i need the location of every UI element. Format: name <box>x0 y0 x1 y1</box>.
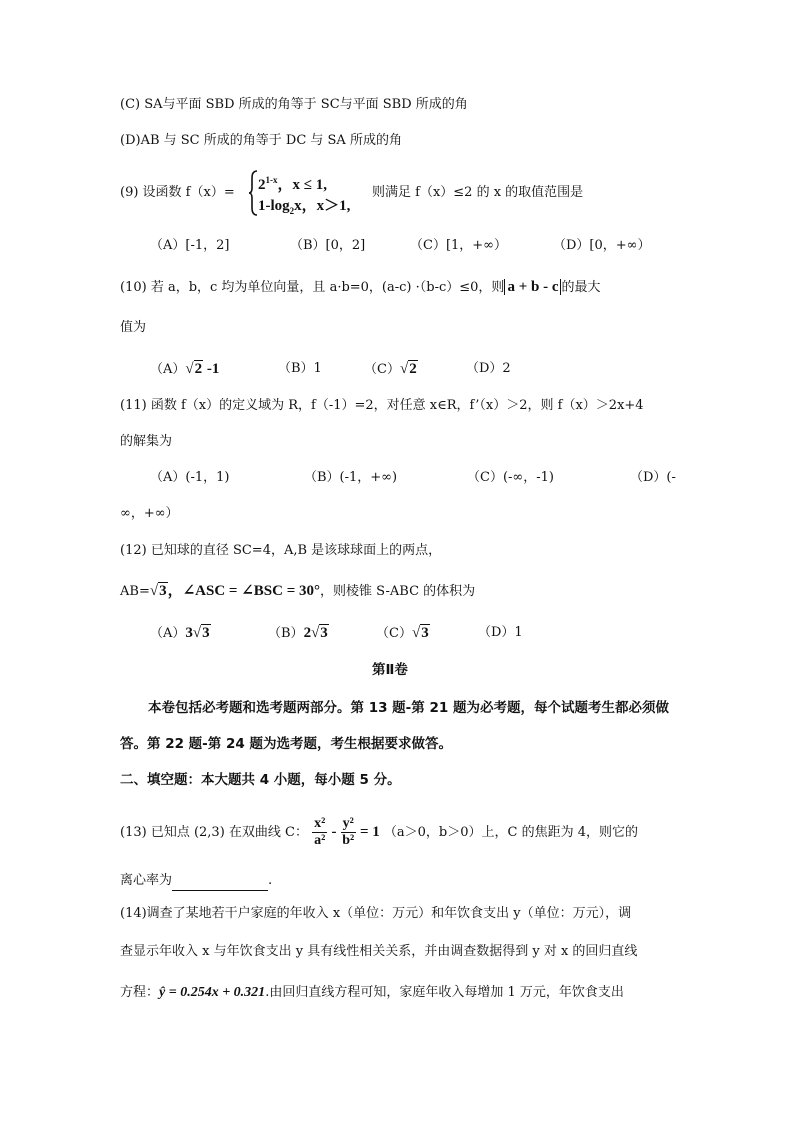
q9-prefix: (9) 设函数 f（x）= <box>120 185 235 200</box>
section-title: 第Ⅱ卷 <box>372 662 408 678</box>
q10-option-b: （B）1 <box>278 361 322 376</box>
q9-case2: $1-\log_2x$，x＞1, <box>258 198 351 216</box>
q12-option-a: （A）3√3 <box>150 625 210 641</box>
q12-line1: (12) 已知球的直径 SC=4，A,B 是该球球面上的两点， <box>120 543 442 558</box>
q10-line2: 值为 <box>120 320 147 335</box>
q10-option-a: （A）√2 -1 <box>150 361 220 377</box>
q9-option-c: （C）[1，+∞） <box>410 238 508 253</box>
q13-frac-y: $\frac{\text{y²}}{\text{b²}}$ <box>342 816 355 848</box>
q11-option-d: （D）(- <box>630 470 676 485</box>
regression-equation: ŷ = 0.254x + 0.321 <box>159 985 266 1000</box>
option-d-line: (D)AB 与 SC 所成的角等于 DC 与 SA 所成的角 <box>120 133 402 148</box>
q10-option-c: （C）√2 <box>364 361 417 377</box>
q9-option-d: （D）[0，+∞） <box>553 238 651 253</box>
option-c-line: (C) SA与平面 SBD 所成的角等于 SC与平面 SBD 所成的角 <box>120 97 468 112</box>
q10-abs-expr: a + b - c <box>504 279 561 295</box>
q13-line2: 离心率为 . <box>120 871 272 891</box>
q9-case1: 2$^{1-x}$，x ≤ 1, <box>258 175 327 193</box>
q11-line1: (11) 函数 f（x）的定义域为 R，f（-1）=2，对任意 x∈R，f’（x）＞2，则 f（x）＞2x+4 <box>120 398 644 413</box>
answer-blank <box>172 876 268 891</box>
fill-in-title: 二、填空题：本大题共 4 小题，每小题 5 分。 <box>120 772 401 788</box>
q11-line2: 的解集为 <box>120 434 173 449</box>
q11-option-a: （A）(-1，1) <box>150 470 230 485</box>
q11-option-c: （C）(-∞，-1) <box>467 470 554 485</box>
q13-frac-x: $\frac{\text{x²}}{\text{a²}}$ <box>314 816 326 848</box>
q11-option-d-wrap: ∞，+∞） <box>120 506 179 521</box>
q9-option-a: （A）[-1，2] <box>150 238 230 253</box>
q10-text: (10) 若 a，b，c 均为单位向量，且 a·b=0，(a-c) ·（b-c）≤0，则 a + b - c 的最大 <box>120 279 601 295</box>
section-intro-line2: 答。第 22 题-第 24 题为选考题，考生根据要求做答。 <box>120 736 452 752</box>
q12-option-d: （D）1 <box>478 625 523 640</box>
q13-line1: (13) 已知点 (2,3) 在双曲线 C： $\frac{\text{x²}}{\text{a²}}$ - $\frac{\text{y²}}{\text{b²}}$ = 1 （a＞0，b＞0）上，C 的焦距为 4，则它的 <box>120 816 639 848</box>
q11-option-b: （B）(-1，+∞) <box>304 470 398 485</box>
section-intro-line1: 本卷包括必考题和选考题两部分。第 13 题-第 21 题为必考题，每个试题考生都必须做 <box>148 700 669 716</box>
q12-option-c: （C）√3 <box>376 625 429 641</box>
q14-line2: 查显示年收入 x 与年饮食支出 y 具有线性相关关系，并由调查数据得到 y 对 x 的回归直线 <box>120 944 638 959</box>
q12-option-b: （B）2√3 <box>268 625 328 641</box>
q14-line1: (14)调查了某地若干户家庭的年收入 x（单位：万元）和年饮食支出 y（单位：万元），调 <box>120 906 632 921</box>
q9-option-b: （B）[0，2] <box>290 238 366 253</box>
q9-brace <box>248 170 258 216</box>
q9-suffix: 则满足 f（x）≤2 的 x 的取值范围是 <box>372 185 584 200</box>
q10-option-d: （D）2 <box>466 361 511 376</box>
q14-line3: 方程：ŷ = 0.254x + 0.321.由回归直线方程可知，家庭年收入每增加 1 万元，年饮食支出 <box>120 985 624 1000</box>
q12-line2: AB=√3，∠ASC = ∠BSC = 30°，则棱锥 S-ABC 的体积为 <box>120 583 476 599</box>
